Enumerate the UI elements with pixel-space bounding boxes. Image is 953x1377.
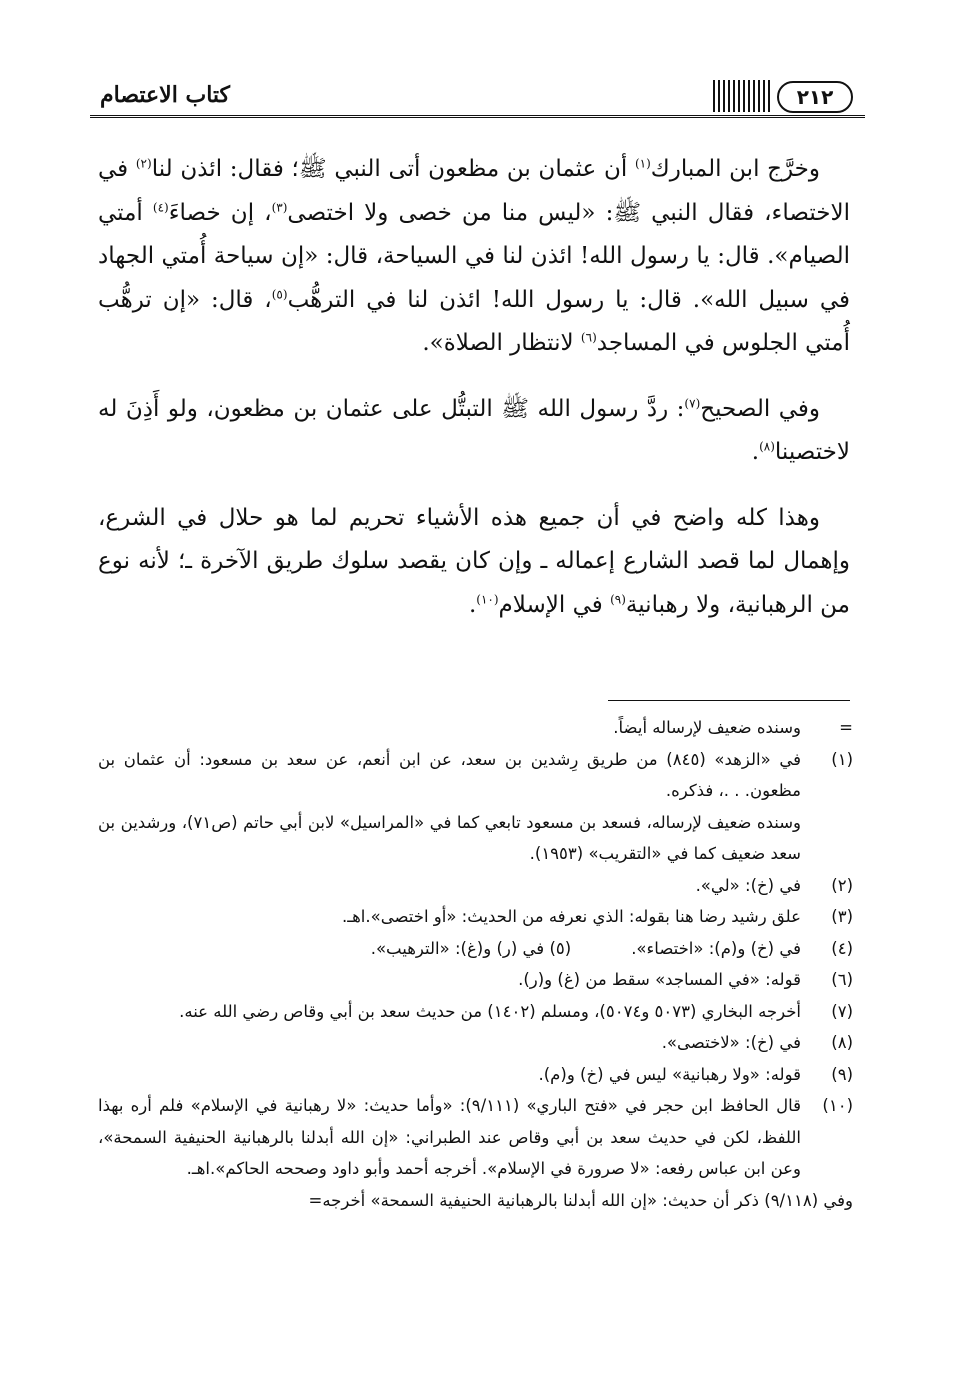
footnote-ref-5[interactable]: (٥) (271, 286, 288, 301)
footnote-separator (608, 700, 850, 701)
footnote-number: (٢) (831, 875, 853, 895)
footnote-text: قال الحافظ ابن حجر في «فتح الباري» (٩/١١١): «وأما حديث: «لا رهبانية في الإسلام» فلم أره بهذا اللفظ، لكن في حديث سعد بن أبي وقاص عند الطبراني: «إن الله أبدلنا بالرهبانية الحنيفية السمحة»، وعن ابن عباس رفعه: «لا صرورة في الإسلام». أخرجه أحمد وأبو داود وصححه الحاكم».اهـ. (98, 1096, 801, 1178)
footnote-number: (٩) (831, 1064, 853, 1084)
footnote-1 (98, 744, 853, 807)
footnote-text-pair (98, 933, 801, 965)
footnote-text: في «الزهد» (٨٤٥) من طريق رِشدين بن سعد، عن ابن أنعم، عن سعد بن مسعود: أن عثمان بن مظعون. . .، فذكره. (98, 749, 801, 800)
footnote-text: في (خ): «لي». (695, 875, 801, 895)
footnote-9 (98, 1059, 853, 1091)
paragraph-3 (98, 497, 850, 628)
footnote-ref-9[interactable]: (٩) (610, 591, 626, 606)
footnote-10 (98, 1090, 853, 1185)
text-span: أن عثمان بن مظعون أتى النبي ﷺ؛ فقال: ائذن لنا (151, 156, 635, 182)
footnote-5-number: (٥) (549, 938, 572, 958)
footnote-ref-1[interactable]: (١) (634, 156, 651, 171)
text-span: وفي الصحيح (700, 395, 820, 422)
footnote-4-text: في (خ) و(م): «اختصاء». (631, 938, 801, 958)
footnote-ref-6[interactable]: (٦) (580, 330, 597, 345)
text-span: وخرَّج ابن المبارك (650, 156, 820, 182)
footnote-4-5 (98, 933, 853, 965)
footnote-3 (98, 901, 853, 933)
footnote-8 (98, 1027, 853, 1059)
page-header (90, 76, 865, 118)
footnote-text: وسنده ضعيف لإرساله أيضاً. (613, 718, 801, 737)
footnote-ref-7[interactable]: (٧) (684, 395, 701, 410)
footnote-text: في (خ): «لاختصى». (661, 1033, 801, 1052)
text-span: لانتظار الصلاة». (422, 330, 581, 356)
page-number-ornament (705, 76, 865, 116)
footnote-ref-2[interactable]: (٢) (135, 156, 152, 171)
page-number: ٢١٢ (777, 81, 853, 113)
text-span: : ردَّ رسول الله ﷺ التبتُّل على عثمان بن مظعون، ولو أَذِنَ له لاختصينا (98, 395, 850, 465)
paragraph-1 (98, 148, 850, 366)
footnotes (98, 712, 853, 1216)
footnote-7 (98, 996, 853, 1028)
footnote-number: = (839, 718, 853, 737)
footnote-5-text: في (ر) و(غ): «الترهيب». (370, 938, 545, 958)
paragraph-2 (98, 388, 850, 475)
footnote-continuation (98, 712, 853, 744)
text-span: . (751, 439, 760, 465)
footnote-number: (٤) (831, 938, 853, 958)
text-span: أمتي الصيام». قال: يا رسول الله! ائذن لنا في السياحة، قال: «إن سياحة أُمتي الجهاد في سبيل الله». قال: يا رسول الله! ائذن لنا في الترهُّب (98, 199, 850, 313)
text-span: ، قال: «إن ترهُّب أُمتي الجلوس في المساجد (98, 286, 850, 356)
book-title: كتاب الاعتصام (100, 82, 231, 108)
text-span: ، إن خصاءَ (168, 199, 272, 226)
footnote-number: (١) (831, 749, 853, 769)
text-span: في الاختصاء، فقال النبي ﷺ: «ليس منا من خصى ولا اختصى (98, 156, 850, 226)
footnote-ref-3[interactable]: (٣) (271, 199, 288, 214)
ornament-bars (713, 80, 773, 112)
footnote-6 (98, 964, 853, 996)
footnote-text: علق رشيد رضا هنا بقوله: الذي نعرفه من الحديث: «أو اختصى».اهـ. (342, 907, 801, 926)
main-text (98, 148, 850, 627)
footnote-1-continued: وسنده ضعيف لإرساله، فسعد بن مسعود تابعي كما في «المراسيل» لابن أبي حاتم (ص٧١)، ورشدين بن سعد ضعيف كما في «التقريب» (١٩٥٣). (98, 812, 802, 863)
footnote-ref-8[interactable]: (٨) (759, 439, 775, 454)
text-span: في الإسلام (498, 591, 611, 618)
footnote-2 (98, 870, 853, 902)
footnote-number: (٦) (831, 970, 853, 989)
footnote-10-continued: وفي (٩/١١٨) ذكر أن حديث: «إن الله أبدلنا بالرهبانية الحنيفية السمحة» أخرجه= (308, 1190, 853, 1210)
text-span: وهذا كله واضح في أن جميع هذه الأشياء تحريم لما هو حلال في الشرع، وإهمال لما قصد الشارع إعماله ـ وإن كان يقصد سلوك طريق الآخرة ـ؛ لأنه نوع من الرهبانية، ولا رهبانية (98, 504, 850, 618)
footnote-text: قوله: «ولا رهبانية» ليس في (خ) و(م). (538, 1064, 801, 1084)
footnote-number: (٨) (831, 1033, 853, 1052)
footnote-text: أخرجه البخاري (٥٠٧٣ و٥٠٧٤)، ومسلم (١٤٠٢) من حديث سعد بن أبي وقاص رضي الله عنه. (179, 1001, 801, 1021)
footnote-ref-10[interactable]: (١٠) (476, 591, 499, 606)
footnote-number: (١٠) (822, 1096, 853, 1115)
footnote-ref-4[interactable]: (٤) (152, 199, 169, 214)
footnote-number: (٧) (831, 1001, 853, 1021)
text-span: . (468, 591, 477, 618)
footnote-text: قوله: «في المساجد» سقط من (غ) و(ر). (518, 970, 801, 989)
footnote-number: (٣) (831, 907, 853, 926)
